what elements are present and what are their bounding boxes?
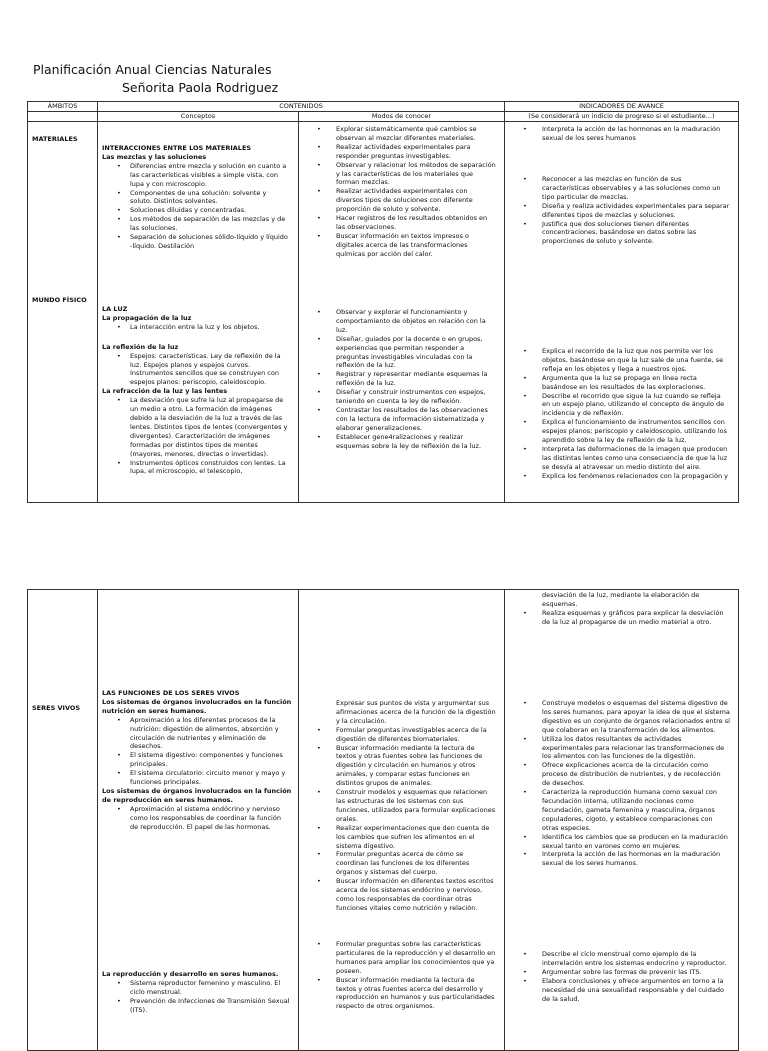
modos-cell <box>299 122 505 503</box>
mezclas-subheading: Las mezclas y las soluciones <box>102 152 207 161</box>
list-item: • Argumenta que la luz se propaga en línea recta basándose en los resultados de las exploraciones. <box>505 374 738 392</box>
conceptos-cell <box>98 122 299 503</box>
list-item: • Buscar información en textos impresos o digitales acerca de las transformaciones químicas por acción del calor. <box>299 232 504 259</box>
list-item: • Describe el recorrido que sigue la luz cuando se refleja en un espejo plano, utilizando el concepto de ángulo de incidencia y de reflexión. <box>505 392 738 419</box>
refraccion-subheading: La refracción de la luz y las lentes <box>102 387 228 396</box>
materiales-concept-list <box>98 162 298 251</box>
modos-reproduccion <box>299 940 504 1011</box>
list-item: • La desviación que sufre la luz al propagarse de un medio a otro. La formación de imágenes debido a la desviación de la luz a través de las lentes. Distintos tipos de lentes (convergentes y divergentes). Caracterización de imágenes formadas por distintos tipos de mentes (mayores, menores, directas o invertidas). <box>98 396 298 458</box>
nutricion-list <box>98 716 298 787</box>
reflexion-subheading: La reflexión de la luz <box>102 342 179 351</box>
list-item: • Los métodos de separación de las mezclas y de las soluciones. <box>98 215 298 233</box>
indicadores-cell <box>505 122 739 503</box>
indicadores-first-list <box>505 125 738 143</box>
list-item: • Justifica que dos soluciones tienen diferentes concentraciones, basándose en datos sobre las proporciones de soluto y solvente. <box>505 220 738 247</box>
indicadores-luz <box>505 347 738 481</box>
reproduccion-subheading: La reproducción y desarrollo en seres humanos. <box>102 970 279 978</box>
list-item: • Soluciones diluidas y concentradas. <box>98 206 298 215</box>
conceptos-seres-vivos <box>98 689 298 832</box>
list-item: • Diseña y realiza actividades experimentales para separar diferentes tipos de mezclas y soluciones. <box>505 202 738 220</box>
ambitos-cell-2 <box>28 590 98 1051</box>
indicadores-reproduccion <box>505 950 738 1003</box>
list-item: • Aproximación al sistema endócrino y nervioso como los responsables de coordinar la función de reproducción. El papel de las hormonas. <box>98 805 298 832</box>
modos-cell-2 <box>299 590 505 1051</box>
nutricion-subheading: Los sistemas de órganos involucrados en la función nutrición en seres humanos. <box>102 697 292 715</box>
conceptos-reproduccion <box>98 970 298 1015</box>
list-item: • Realizar actividades experimentales con diversos tipos de soluciones con diferente proporción de soluto y solvente. <box>299 187 504 214</box>
list-item: • El sistema circulatorio: circuito menor y mayo y funciones principales. <box>98 769 298 787</box>
list-item: • Utiliza los datos resultantes de actividades experimentales para relacionar las transformaciones de los alimentos con las funciones de la digestión. <box>505 735 738 762</box>
list-item: • Construir modelos y esquemas que relacionen las estructuras de los sistemas con sus funciones, utilizados para formular explicaciones orales. <box>299 788 504 824</box>
conceptos-cell-2 <box>98 590 299 1051</box>
indicadores-seres-vivos <box>505 699 738 868</box>
reproduccion-sistemas-subheading: Los sistemas de órganos involucrados en la función de reproducción en seres humanos. <box>102 786 292 804</box>
list-item: • Interpreta las deformaciones de la imagen que producen las distintas lentes como una consecuencia de que la luz se desvía al atravesar un medio distinto del aire. <box>505 445 738 472</box>
list-item: • Explica el funcionamiento de instrumentos sencillos con espejos planos; periscopio y caleidoscopio, utilizando los aprendido sobre la ley de reflexión de la luz. <box>505 418 738 445</box>
materiales-indicadores-list <box>505 175 738 246</box>
list-item: • Describe el ciclo menstrual como ejemplo de la interrelación entre los sistemas endocrino y reproductor. <box>505 950 738 968</box>
list-item: • Establecer gene4ralizaciones y realizar esquemas sobre la ley de reflexión de la luz. <box>299 433 504 451</box>
document-title: Planificación Anual Ciencias Naturales <box>33 62 272 77</box>
list-item: • El sistema digestivo: componentes y funciones principales. <box>98 751 298 769</box>
list-item: • Buscar información mediante la lectura de textos y otras fuentes acerca del desarrollo y reproducción en humanos y sus particularidades respecto de otros organismos. <box>299 976 504 1012</box>
list-item: • Construye modelos o esquemas del sistema digestivo de los seres humanos, para apoyar la idea de que el sistema digestivo es un conjunto de órganos relacionados entre sí que colaboran en la transformación de los alimentos. <box>505 699 738 735</box>
list-item: • Formular preguntas investigables acerca de la digestión de diferentes biomateriales. <box>299 726 504 744</box>
list-item: • Buscar información en diferentes textos escritos acerca de los sistemas endócrino y nervioso, como los responsables de coordinar otras funciones vitales como nutrición y relación. <box>299 877 504 913</box>
ambito-seres-vivos: SERES VIVOS <box>32 704 81 712</box>
list-item: • Caracteriza la reproducción humana como sexual con fecundación interna, utilizando nociones como fecundación, gameta femenina y masculina, órganos copuladores, cigoto, y establece comparaciones con otras especies. <box>505 788 738 833</box>
propagacion-subheading: La propagación de la luz <box>102 313 192 322</box>
conceptos-materiales <box>98 144 298 251</box>
list-item: • La interacción entre la luz y los objetos. <box>98 323 298 332</box>
luz-heading: LA LUZ <box>102 305 128 313</box>
planning-table-page-2 <box>27 589 739 1051</box>
materiales-heading: INTERACCIONES ENTRE LOS MATERIALES <box>102 144 252 152</box>
list-item: • Interpreta la acción de las hormonas en la maduración sexual de los seres humanos <box>505 125 738 143</box>
reflexion-list <box>98 352 298 388</box>
continuacion-text: desviación de la luz, mediante la elaboración de esquemas. <box>542 591 700 608</box>
teacher-name: Señorita Paola Rodriguez <box>122 80 279 95</box>
luz-modos-list <box>299 308 504 451</box>
list-item: • Buscar información mediante la lectura de textos y otras fuentes sobre las funciones de digestión y circulación en humanos y otros animales, y comparar estas funciones en distintos grupos de animales. <box>299 744 504 789</box>
list-item: • Observar y relacionar los métodos de separación y las características de los materiales que forman mezclas. <box>299 161 504 188</box>
list-item: • Realizar experimentaciones que den cuenta de los cambios que sufren los alimentos en el sistema digestivo. <box>299 824 504 851</box>
propagacion-list <box>98 323 298 332</box>
list-item: • Explica el recorrido de la luz que nos permite ver los objetos, basándose en que la luz sale de una fuente, se refleja en los objetos y llega a nuestros ojos. <box>505 347 738 374</box>
list-item: • Ofrece explicaciones acerca de la circulación como proceso de distribución de nutrientes, y de recolección de desechos. <box>505 761 738 788</box>
luz-indicadores-list <box>505 347 738 481</box>
list-item: • Formular preguntas sobre las características particulares de la reproducción y el desarrollo en humanos para ampliar los conocimientos que ya poseen. <box>299 940 504 976</box>
list-item: • Explica los fenómenos relacionados con la propagación y <box>505 472 738 481</box>
modos-materiales <box>299 125 504 259</box>
indicadores-materiales <box>505 175 738 246</box>
header-modos: Modos de conocer <box>299 112 505 122</box>
indicadores-continuacion <box>505 591 738 627</box>
list-item: • Identifica los cambios que se producen en la maduración sexual tanto en varones como en mujeres. <box>505 833 738 851</box>
list-item: • Realiza esquemas y gráficos para explicar la desviación de la luz al propagarse de un medio material a otro. <box>505 609 738 627</box>
modos-luz <box>299 308 504 451</box>
list-item: • Componentes de una solución: solvente y soluto. Distintos solventes. <box>98 189 298 207</box>
reproduccion-list <box>98 979 298 1015</box>
planning-table-page-1 <box>27 101 739 503</box>
header-contenidos: CONTENIDOS <box>98 102 505 112</box>
seres-vivos-modos-list <box>299 726 504 913</box>
list-item: • Explorar sistemáticamente qué cambios se observan al mezclar diferentes materiales. <box>299 125 504 143</box>
list-item: • Formular preguntas acerca de cómo se coordinan las funciones de los diferentes órganos y sistemas del cuerpo. <box>299 850 504 877</box>
list-item: • Realizar actividades experimentales para responder preguntas investigables. <box>299 143 504 161</box>
header-indicadores-note: (Se considerará un indicio de progreso si el estudiante…) <box>505 112 739 122</box>
conceptos-luz <box>98 305 298 476</box>
list-item: • Observar y explorar el funcionamiento y comportamiento de objetos en relación con la luz. <box>299 308 504 335</box>
materiales-modos-list <box>299 125 504 259</box>
refraccion-list <box>98 396 298 476</box>
ambito-mundo-fisico: MUNDO FÍSICO <box>32 296 87 304</box>
modos-seres-vivos <box>299 699 504 913</box>
list-item: • Instrumentos ópticos construidos con lentes. La lupa, el microscopio, el telescopio, <box>98 459 298 477</box>
reproduccion-modos-list <box>299 940 504 1011</box>
list-item: • Contrastar los resultados de las observaciones con la lectura de información sistematizada y elaborar generalizaciones. <box>299 406 504 433</box>
indicadores-cell-2 <box>505 590 739 1051</box>
header-empty <box>28 112 98 122</box>
indicadores-first <box>505 125 738 143</box>
list-item: • Espejos: características. Ley de reflexión de la luz. Espejos planos y espejos curvos. Instrumentos sencillos que se construyen con espejos planos: periscopio, caleidoscopio. <box>98 352 298 388</box>
header-conceptos: Conceptos <box>98 112 299 122</box>
funciones-heading: LAS FUNCIONES DE LOS SERES VIVOS <box>102 689 240 697</box>
list-item: • Aproximación a los diferentes procesos de la nutrición: digestión de alimentos, absorción y circulación de nutrientes y eliminación de desechos. <box>98 716 298 752</box>
list-item: • Registrar y representar mediante esquemas la reflexión de la luz. <box>299 370 504 388</box>
seres-vivos-intro: Expresar sus puntos de vista y argumentar sus afirmaciones acerca de la función de la digestión y la circulación. <box>336 699 496 725</box>
list-item: • Diseñar y construir instrumentos con espejos, teniendo en cuenta la ley de reflexión. <box>299 388 504 406</box>
list-item: • Hacer registros de los resultados obtenidos en las observaciones. <box>299 214 504 232</box>
reproduccion-sistemas-list <box>98 805 298 832</box>
continuacion-list <box>505 609 738 627</box>
list-item: • Diseñar, guiados por la docente o en grupos, experiencias que permitan responder a preguntas investigables vinculadas con la reflexión de la luz. <box>299 335 504 371</box>
list-item: • Prevención de Infecciones de Transmisión Sexual (ITS). <box>98 997 298 1015</box>
header-indicadores: INDICADORES DE AVANCE <box>505 102 739 112</box>
list-item: • Reconocer a las mezclas en función de sus características observables y a las soluciones como un tipo particular de mezclas. <box>505 175 738 202</box>
ambitos-cell <box>28 122 98 503</box>
ambito-materiales: MATERIALES <box>32 135 78 143</box>
header-ambitos: ÁMBITOS <box>28 102 98 112</box>
list-item: • Diferencias entre mezcla y solución en cuanto a las características visibles a simple vista, con lupa y con microscopio. <box>98 162 298 189</box>
list-item: • Separación de soluciones sólido-líquido y líquido -líquido. Destilación <box>98 233 298 251</box>
list-item: • Sistema reproductor femenino y masculino. El ciclo menstrual. <box>98 979 298 997</box>
seres-vivos-indicadores-list <box>505 699 738 868</box>
list-item: • Elabora conclusiones y ofrece argumentos en torno a la necesidad de una sexualidad responsable y del cuidado de la salud. <box>505 977 738 1004</box>
list-item: • Argumentar sobre las formas de prevenir las ITS. <box>505 968 738 977</box>
list-item: • Interpreta la acción de las hormonas en la maduración sexual de los seres humanos. <box>505 850 738 868</box>
reproduccion-indicadores-list <box>505 950 738 1003</box>
